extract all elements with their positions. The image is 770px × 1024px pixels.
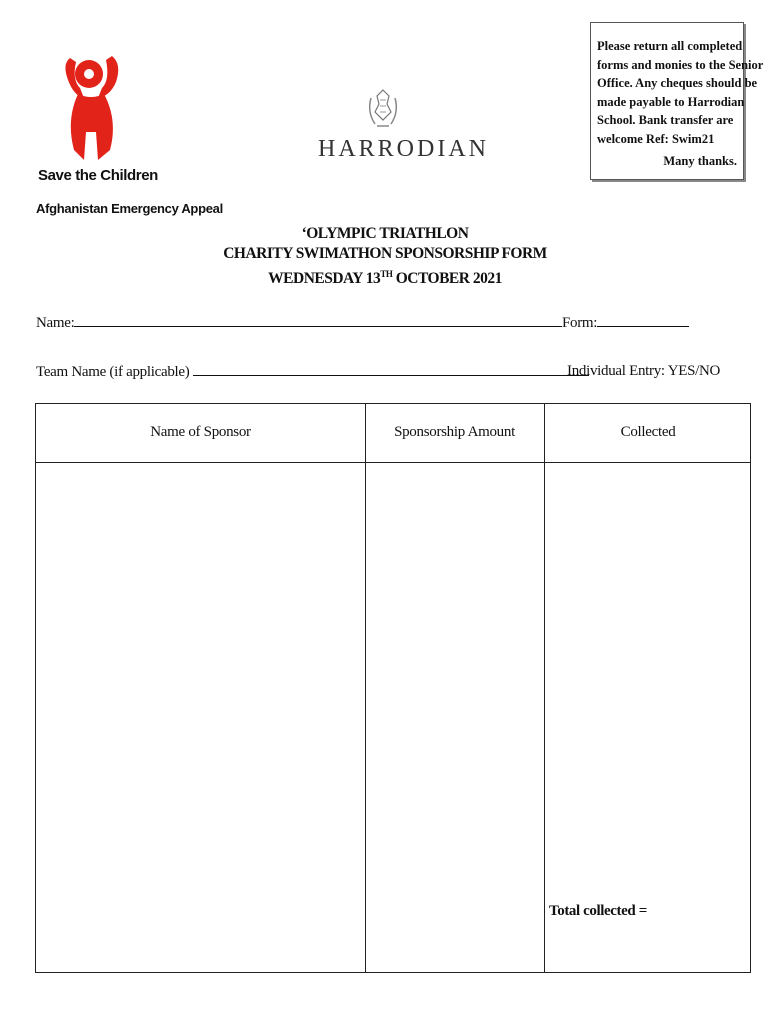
save-the-children-logo xyxy=(38,50,158,185)
title-line-3 xyxy=(185,264,585,289)
total-collected-label: Total collected = xyxy=(549,903,647,919)
title-date-suffix: TH xyxy=(380,269,393,279)
column-divider xyxy=(365,404,366,972)
title-line-2: CHARITY SWIMATHON SPONSORSHIP FORM xyxy=(223,245,547,262)
form-title xyxy=(185,224,585,289)
title-line-1: ‘OLYMPIC TRIATHLON xyxy=(301,225,469,242)
return-instructions-box xyxy=(590,22,764,180)
team-input-line[interactable] xyxy=(193,363,589,376)
header-separator xyxy=(36,462,750,463)
return-line: forms and monies to the Senior xyxy=(597,57,764,72)
return-line: School. Bank transfer are xyxy=(597,113,734,127)
title-date-prefix: WEDNESDAY 13 xyxy=(268,270,381,288)
return-line: made payable to Harrodian xyxy=(597,94,745,109)
name-label: Name: xyxy=(36,315,75,331)
return-line: Office. Any cheques should be xyxy=(597,76,758,90)
header-collected: Collected xyxy=(620,424,676,440)
harrodian-text: HARRODIAN xyxy=(318,136,489,162)
team-field-row xyxy=(36,363,589,381)
return-line: Please return all completed xyxy=(597,39,743,53)
form-label: Form: xyxy=(562,315,598,331)
header-name-of-sponsor: Name of Sponsor xyxy=(150,424,251,440)
individual-entry-label: Individual Entry: YES/NO xyxy=(567,363,721,379)
name-field-row xyxy=(36,314,562,332)
appeal-label: Afghanistan Emergency Appeal xyxy=(36,201,223,216)
title-date-rest: OCTOBER 2021 xyxy=(392,270,502,288)
sponsor-table xyxy=(35,403,751,973)
harrodian-logo xyxy=(318,86,489,176)
save-the-children-text: Save the Children xyxy=(38,167,158,184)
name-input-line[interactable] xyxy=(74,314,562,327)
header-sponsorship-amount: Sponsorship Amount xyxy=(394,424,515,440)
form-input-line[interactable] xyxy=(597,314,689,327)
column-divider xyxy=(544,404,545,972)
save-the-children-figure-icon xyxy=(56,50,128,165)
form-field-row xyxy=(562,314,689,332)
team-label: Team Name (if applicable) xyxy=(36,364,190,380)
harrodian-crest-icon xyxy=(363,86,403,132)
return-line: welcome Ref: Swim21 xyxy=(597,131,715,146)
return-thanks: Many thanks. xyxy=(663,154,737,168)
